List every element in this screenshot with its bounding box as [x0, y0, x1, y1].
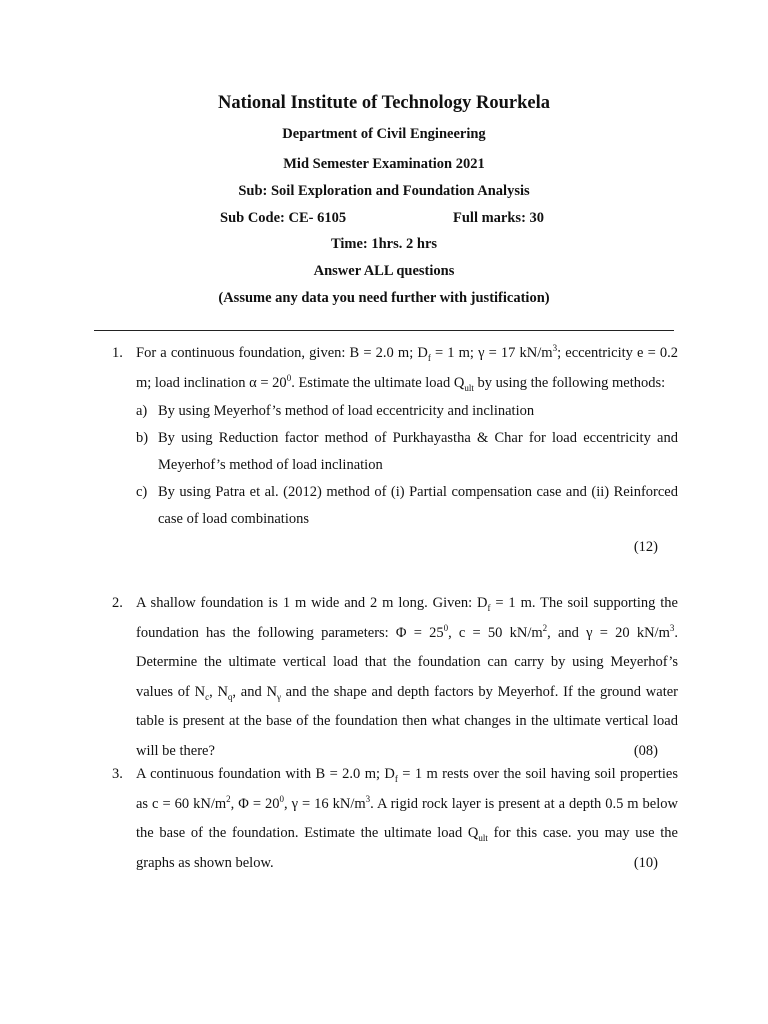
question-2 — [112, 589, 678, 766]
question-part-a: a) By using Meyerhof’s method of load eccentricity and inclination — [136, 403, 535, 419]
full-marks: Full marks: 30 — [453, 210, 545, 226]
marks-row — [136, 533, 678, 563]
instruction-line: Answer ALL questions — [313, 263, 455, 279]
institute-title: National Institute of Technology Rourkela — [217, 93, 550, 113]
question-number: 1. — [112, 345, 123, 361]
question-text: For a continuous foundation, given: B = 2.0 m; $D_f = 1$ m; γ = 17 $kN/m^3$; eccentricity e = 0.2 m; load inclination $\alpha = 20^0$. Estimate the ultimate load $Q_{ult}$ by using the following methods: a) By using Meyerhof’s method of load eccentricity and inclination b) By using Reduction factor method of Purkhayastha & Char for load eccentricity and Meyerhof’s method of load inclination c) By using Patra et al. (2012) method of (i) Partial compensation case and (ii) Reinforced case of load combinations (12) — [136, 339, 678, 563]
question-3 — [112, 760, 678, 878]
question-text: A shallow foundation is 1 m wide and 2 m long. Given: $D_f = 1$ m. The soil supporting the foundation has the following parameters: $\Phi = 25^0$, c = 50 $kN/m^2$, and γ = 20 $kN/m^3$. Determine the ultimate vertical load that the foundation can carry by using Meyerhof’s values of $N_c$, $N_q$, and $N_\gamma$ and the shape and depth factors by Meyerhof. If the ground water table is present at the base of the foundation then what changes in the ultimate vertical load will be there? (08) — [136, 589, 678, 766]
question-part-c: c) By using Patra et al. (2012) method of (i) Partial compensation case and (ii) Reinforced case of load combinations — [136, 484, 678, 527]
question-marks: (12) — [633, 539, 658, 555]
assumption-note: (Assume any data you need further with justification) — [218, 290, 550, 306]
header-divider — [94, 330, 674, 331]
question-text: A continuous foundation with B = 2.0 m; $D_f = 1$ m rests over the soil having soil properties as c = 60 $kN/m^2$, $\Phi = 20^0$, γ = 16 $kN/m^3$. A rigid rock layer is present at a depth 0.5 m below the base of the foundation. Estimate the ultimate load $Q_{ult}$ for this case. you may use the graphs as shown below. (10) — [136, 760, 678, 878]
department-line: Department of Civil Engineering — [282, 126, 486, 142]
exam-line: Mid Semester Examination 2021 — [283, 156, 485, 172]
question-marks: (08) — [633, 742, 658, 759]
question-marks: (10) — [633, 854, 658, 871]
question-1 — [112, 339, 678, 563]
question-number: 3. — [112, 766, 123, 782]
subject-line: Sub: Soil Exploration and Foundation Analysis — [238, 183, 530, 199]
question-part-b: b) By using Reduction factor method of Purkhayastha & Char for load eccentricity and Meyerhof’s method of load inclination — [136, 430, 678, 473]
question-number: 2. — [112, 595, 123, 611]
time-line: Time: 1hrs. 2 hrs — [330, 236, 438, 252]
sub-code: Sub Code: CE- 6105 — [220, 210, 347, 226]
